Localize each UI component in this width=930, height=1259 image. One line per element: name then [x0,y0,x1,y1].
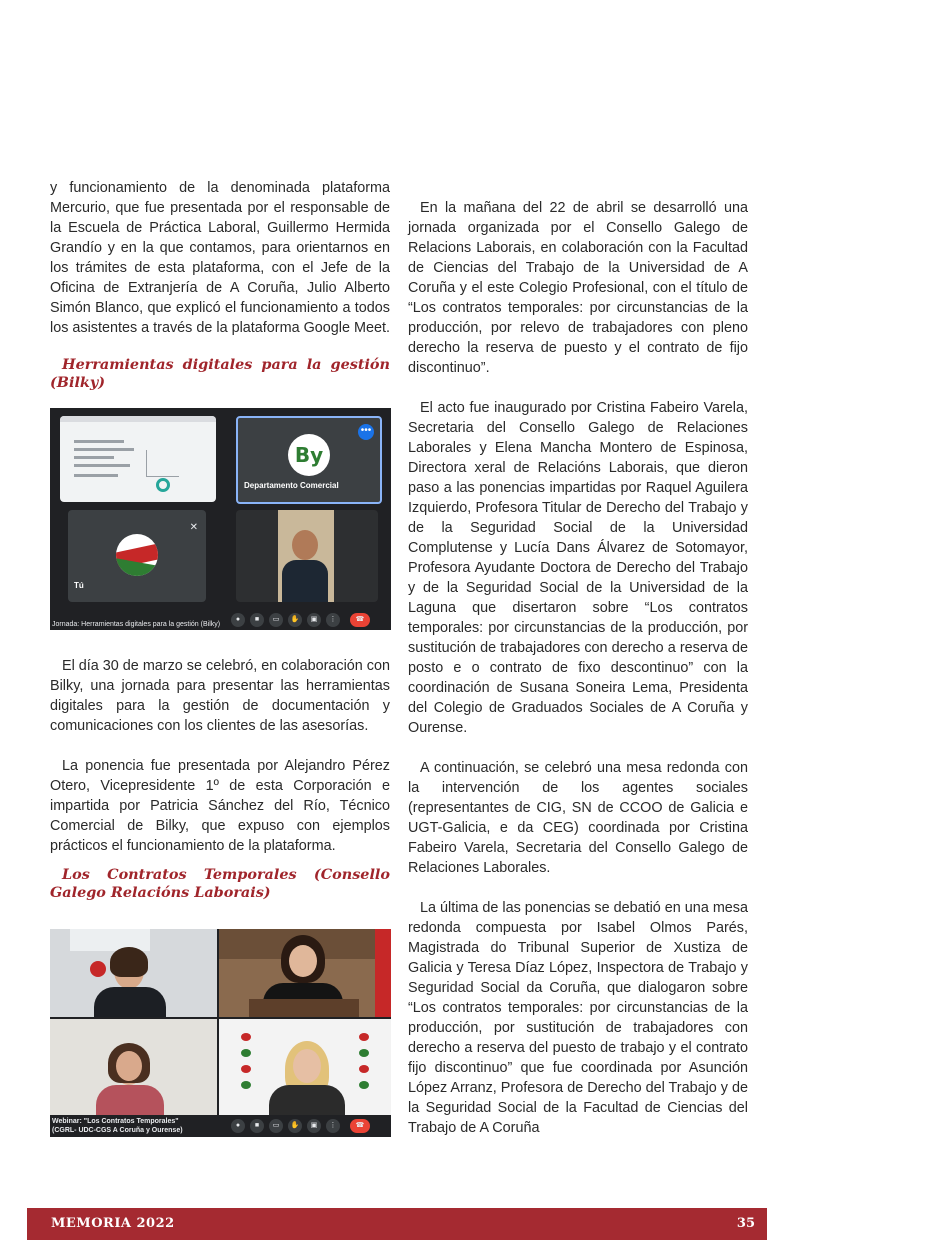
participant-video-3 [50,1019,217,1115]
participant-label-you: Tú [74,581,84,590]
participant-tile-commercial [236,416,382,504]
captions-icon: ▭ [269,1119,283,1133]
webinar-title-line-1: Webinar: "Los Contratos Temporales" [52,1118,179,1125]
meeting-screenshot-bilky [50,408,391,630]
right-paragraph-3: A continuación, se celebró una mesa redonda con la intervención de los agentes sociales (representantes de CIG, SN de CCOO de Galicia e UGT-Galicia, e da CEG) coordinada por Cristina Fabeiro Varela, Secretaria del Consello Galego de Relaciones Laborales. [408,760,748,876]
participant-tile-video [236,510,378,602]
participant-face [292,530,318,560]
meeting-screenshot-webinar [50,929,391,1137]
webinar-control-bar [50,1115,391,1137]
webinar-title-line-2: (CGRL- UDC-CGS A Coruña y Ourense) [52,1127,183,1134]
right-paragraph-1: En la mañana del 22 de abril se desarrolló una jornada organizada por el Consello Galego de Relacions Laborais, en colaboración con la Facultad de Ciencias del Trabajo de la Universidad de A Coruña y el este Colegio Profesional, con el título de “Los contratos temporales: por circunstancias de la producción, por relevo de trabajadores con pleno derecho la reserva de puesto y el contrato de fijo discontinuo”. [408,200,748,376]
present-icon: ▣ [307,1119,321,1133]
camera-icon: ■ [250,1119,264,1133]
camera-icon: ■ [250,613,264,627]
present-icon: ▣ [307,613,321,627]
captions-icon: ▭ [269,613,283,627]
end-call-icon: ☎ [350,613,370,627]
section-heading-contratos: Los Contratos Temporales (Consello Galego Relacións Laborais) [50,866,390,901]
participant-video-4 [219,1019,391,1115]
organization-logo [116,534,158,576]
more-options-icon: ••• [358,424,374,440]
footer-title: MEMORIA 2022 [51,1216,175,1231]
left-paragraph-1: y funcionamiento de la denominada plataforma Mercurio, que fue presentada por el responsable de la Escuela de Práctica Laboral, Guillermo Hermida Grandío y en la que contamos, para orientarnos en los trámites de esta plataforma, con el Jefe de la Oficina de Extranjería de A Coruña, Julio Alberto Simón Blanco, que explicó el funcionamiento a todos los asistentes a través de la plataforma Google Meet. [50,180,390,336]
bilky-logo: By [288,434,330,476]
ring-chart-icon [156,478,170,492]
chart-icon [146,450,179,477]
section-heading-bilky: Herramientas digitales para la gestión (Bilky) [50,356,390,391]
webinar-title [52,1117,183,1135]
end-call-icon: ☎ [350,1119,370,1133]
mic-off-icon: ✕ [189,522,198,533]
more-icon: ⋮ [326,1119,340,1133]
right-paragraph-4: La última de las ponencias se debatió en una mesa redonda compuesta por Isabel Olmos Parés, Magistrada do Tribunal Superior de Xustiza de Galicia y Teresa Díaz López, Inspectora de Trabajo y Seguridad Social da Coruña, que dialogaron sobre “Los contratos temporales: por circunstancias de la producción, por sustitución de trabajadores con derecho a reserva del puesto de trabajo y el contrato fijo discontinuo” que fue coordinada por Asunción López Arranz, Profesora de Derecho del Trabajo y de la Seguridad Social de la Facultad de Ciencias del Trabajo de A Coruña [408,900,749,1136]
participant-tile-you [68,510,206,602]
page-footer [27,1208,767,1240]
shared-screen-tile [60,416,216,502]
participant-label: Departamento Comercial [244,481,339,490]
meeting-title: Jornada: Herramientas digitales para la gestión (Bilky) [52,621,221,628]
page-number: 35 [736,1216,755,1231]
left-paragraph-3: La ponencia fue presentada por Alejandro Pérez Otero, Vicepresidente 1º de esta Corporación e impartida por Patricia Sánchez del Río, Técnico Comercial de Bilky, que expuso con ejemplos prácticos el funcionamiento de la plataforma. [50,758,390,854]
participant-video-1 [50,929,217,1017]
left-column [50,178,390,1137]
microphone-icon: ● [231,1119,245,1133]
right-column [408,198,748,1138]
more-icon: ⋮ [326,613,340,627]
left-paragraph-2: El día 30 de marzo se celebró, en colaboración con Bilky, una jornada para presentar las herramientas digitales para la gestión de documentación y comunicaciones con los clientes de las asesorías. [50,658,390,734]
participant-video-2 [219,929,391,1017]
raise-hand-icon: ✋ [288,613,302,627]
microphone-icon: ● [231,613,245,627]
meeting-control-bar [50,610,391,630]
right-paragraph-2: El acto fue inaugurado por Cristina Fabeiro Varela, Secretaria del Consello Galego de Relaciones Laborales y Elena Mancha Montero de Espinosa, Directora xeral de Relacións Laborais, que dieron paso a las ponencias impartidas por Raquel Aguilera Izquierdo, Profesora Titular de Derecho del Trabajo y de la Seguridad Social de la Universidad Complutense y Lucía Dans Álvarez de Sotomayor, Profesora Ayudante Doctora de Derecho del Trabajo y de la Seguridad Social de la Universidad de la Laguna que disertaron sobre “Los contratos temporales: por circunstancias de la producción, por sustitución de trabajadores con derecho a reserva de posto e o contrato de fixo descontinuo” con la coordinación de Susana Soneira Lema, Presidenta del Colegio de Graduados Sociales de A Coruña y Ourense. [408,400,748,736]
raise-hand-icon: ✋ [288,1119,302,1133]
